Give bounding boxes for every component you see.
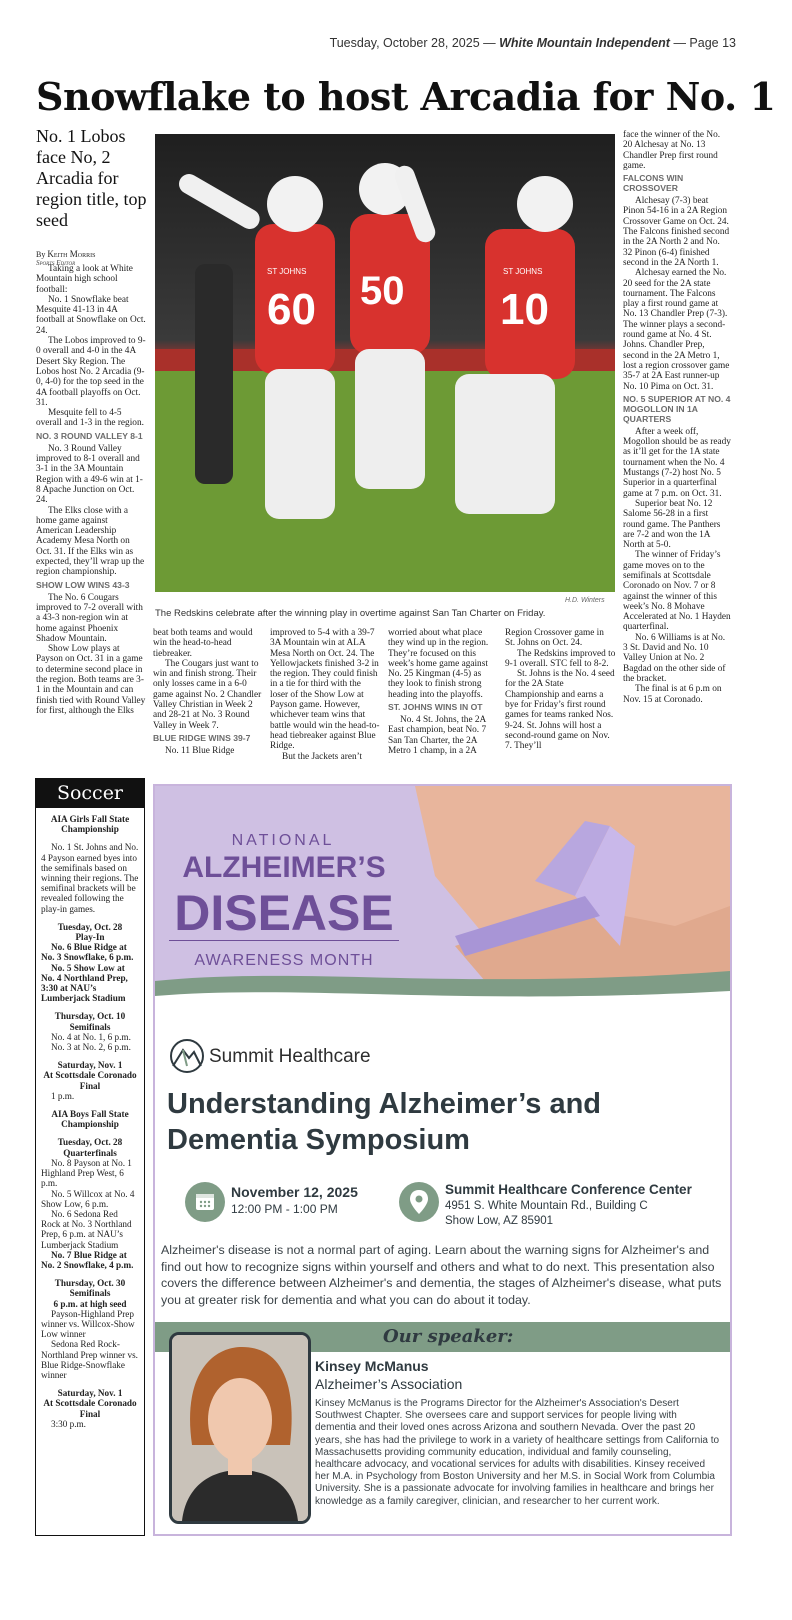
schedule-heading: At Scottsdale Coronado: [43, 1398, 137, 1409]
jersey-school: ST JOHNS: [267, 267, 307, 276]
schedule-heading: Play-In: [75, 932, 105, 943]
schedule-heading: Final: [79, 1080, 101, 1091]
ad-address-line-2: Show Low, AZ 85901: [445, 1215, 554, 1227]
article-subhead: FALCONS WIN CROSSOVER: [623, 173, 684, 194]
schedule-heading: Semifinals: [69, 1021, 111, 1032]
schedule-heading: 6 p.m. at high seed: [53, 1298, 127, 1309]
article-paragraph: The Cougars just want to win and finish strong. Their only losses came in a 6-0 game against No. 2 Chandler Valley Christian in Week 2 and 28-21 at No. 3 Round Valley in Week 7.: [153, 658, 262, 731]
football-photo: [155, 134, 615, 592]
article-subhead: BLUE RIDGE WINS 39-7: [153, 732, 251, 743]
header-separator: —: [673, 36, 686, 50]
article-column-5: [505, 628, 616, 752]
article-paragraph: The winner of Friday’s game moves on to the semifinals at Scottsdale Coronado on Nov. 7 or 8 against the winner of this week’s No. 8 Mohave Accelerated at No. 1 Hayden quarterfinal.: [623, 550, 731, 633]
story-headline: Snowflake to host Arcadia for No. 1: [36, 74, 776, 119]
header-separator: —: [483, 36, 496, 50]
ad-event-title: Understanding Alzheimer’s and Dementia Symposium: [167, 1088, 601, 1156]
schedule-heading: AIA Girls Fall State Championship: [50, 814, 130, 835]
schedule-heading: AIA Boys Fall State Championship: [51, 1109, 129, 1130]
ad-brand-name: Summit Healthcare: [209, 1046, 371, 1067]
article-paragraph: face the winner of the No. 20 Alchesay at No. 13 Chandler Prep first round game.: [623, 130, 721, 171]
schedule-item: No. 1 St. Johns and No. 4 Payson earned byes into the semifinals based on winning their regions. The semifinal brackets will be revealed following the play-in games.: [41, 842, 139, 914]
article-paragraph: No. 6 Williams is at No. 3 St. David and No. 10 Valley Union at No. 2 Bagdad on the other side of the bracket.: [623, 632, 726, 684]
schedule-item: No. 6 Sedona Red Rock at No. 3 Northland Prep, 6 p.m. at NAU’s Lumberjack Stadium: [41, 1208, 132, 1250]
ad-event-date: November 12, 2025: [231, 1184, 358, 1200]
ad-national: NATIONAL: [231, 832, 335, 849]
spacer: [41, 914, 139, 922]
article-subhead: ST. JOHNS WINS IN OT: [388, 702, 483, 713]
article-column-3: [270, 628, 381, 762]
schedule-item: No. 6 Blue Ridge at No. 3 Snowflake, 6 p.m.: [41, 942, 134, 963]
spacer: [41, 1270, 139, 1278]
schedule-heading: Saturday, Nov. 1: [57, 1388, 123, 1399]
article-column-4: [388, 628, 499, 756]
spacer: [41, 1380, 139, 1388]
jersey-number: 50: [360, 269, 405, 313]
jersey-number: 60: [267, 285, 316, 334]
jersey-number: 10: [500, 285, 549, 334]
article-paragraph: Alchesay (7-3) beat Pinon 54-16 in a 2A Region Crossover Game on Oct. 24. The Falcons finished second in the 2A North 2 and No. 32 Pinon (6-4) finished second in the 2A North 1.: [623, 196, 730, 268]
newspaper-name: White Mountain Independent: [499, 36, 670, 50]
ad-description: Alzheimer's disease is not a normal part of aging. Learn about the warning signs for Alzheimer's and find out how to recognize signs within yourself and others and what to do next. This presentation also covers the difference between Alzheimer's and dementia, the stages of Alzheimer's disease, what puts you at greater risk for dementia and what you can do about it today.: [161, 1243, 722, 1307]
spacer: [41, 1101, 139, 1109]
article-paragraph: The Lobos improved to 9-0 overall and 4-0 in the 4A Desert Sky Region. The Lobos host No. 2 Arcadia (9-0, 4-0) for the top seed in the 4A football playoffs on Oct. 31.: [36, 336, 146, 408]
schedule-heading: Thursday, Oct. 10: [54, 1011, 126, 1022]
soccer-schedule-box: [35, 808, 145, 1536]
speaker-portrait: [169, 1332, 311, 1524]
photo-credit: H.D. Winters: [565, 597, 605, 604]
article-paragraph: Region Crossover game in St. Johns on Oct. 24.: [505, 628, 604, 649]
article-paragraph: No. 1 Snowflake beat Mesquite 41-13 in 4A football at Snowflake on Oct. 24.: [36, 294, 146, 336]
article-subhead: NO. 5 SUPERIOR AT NO. 4 MOGOLLON IN 1A QUARTERS: [623, 393, 731, 424]
schedule-heading: Saturday, Nov. 1: [57, 1060, 123, 1071]
article-paragraph: improved to 5-4 with a 39-7 3A Mountain win at ALA Mesa North on Oct. 24. The Yellowjackets finished 3-2 in the region. They could finish in a tie for third with the loser of the Show Low at Payson game. However, whichever team wins that battle would win the head-to-head tiebreaker against Blue Ridge.: [270, 628, 380, 752]
ad-alzheimers: ALZHEIMER’S: [182, 851, 386, 884]
article-column-2: [153, 628, 263, 756]
article-paragraph: Superior beat No. 12 Salome 56-28 in a first round game. The Panthers are 7-2 and won the 1A North at 5-0.: [623, 498, 721, 551]
ad-banner: [155, 786, 730, 1006]
schedule-heading: Tuesday, Oct. 28: [57, 1137, 123, 1148]
article-paragraph: Mesquite fell to 4-5 overall and 1-3 in the region.: [36, 408, 144, 429]
byline-by: By: [36, 250, 46, 259]
schedule-item: No. 5 Show Low at No. 4 Northland Prep, 3:30 at NAU’s Lumberjack Stadium: [41, 962, 128, 1004]
article-column-1: [36, 264, 146, 716]
byline-name: Keith Morris: [47, 249, 96, 259]
speaker-photo: [172, 1335, 308, 1521]
schedule-item: Sedona Red Rock-Northland Prep winner vs. Blue Ridge-Snowflake winner: [41, 1339, 138, 1380]
calendar-icon: [185, 1182, 225, 1222]
ad-address-line-1: 4951 S. White Mountain Rd., Building C: [445, 1200, 648, 1212]
article-paragraph: The Redskins improved to 9-1 overall. STC fell to 8-2.: [505, 648, 616, 669]
ad-awareness-month: AWARENESS MONTH: [194, 952, 374, 969]
spacer: [41, 1003, 139, 1011]
article-paragraph: beat both teams and would win the head-to-head tiebreaker.: [153, 628, 253, 659]
alzheimers-advertisement: [153, 784, 732, 1536]
summit-logo-icon: [167, 1038, 207, 1074]
speaker-label: Our speaker:: [383, 1326, 514, 1347]
article-paragraph: The final is at 6 p.m on Nov. 15 at Coronado.: [623, 684, 722, 705]
article-paragraph: No. 3 Round Valley improved to 8-1 overall and 3-1 in the 3A Mountain Region with a 49-6 win at 1-8 Apache Junction on Oct. 24.: [36, 443, 143, 506]
spacer: [41, 1052, 139, 1060]
article-paragraph: Alchesay earned the No. 20 seed for the 2A state tournament. The Falcons play a first round game at No. 13 Chandler Prep (7-3). The winner plays a second-round game at No. 4 St. Johns. Chandler Prep, second in the 2A Metro 1, lost a region crossover game 35-7 at 2A East runner-up No. 10 Pima on Oct. 31.: [623, 268, 730, 392]
article-paragraph: Taking a look at White Mountain high school football:: [36, 264, 133, 295]
spacer: [41, 834, 139, 842]
article-subhead: NO. 3 ROUND VALLEY 8-1: [36, 430, 143, 441]
article-paragraph: The No. 6 Cougars improved to 7-2 overall with a 43-3 non-region win at home against Phoenix Shadow Mountain.: [36, 592, 143, 644]
speaker-name: Kinsey McManus: [315, 1358, 429, 1374]
story-deck: No. 1 Lobos face No, 2 Arcadia for region title, top seed: [36, 126, 147, 230]
speaker-organization: Alzheimer’s Association: [315, 1376, 463, 1392]
schedule-heading: Thursday, Oct. 30: [54, 1278, 126, 1289]
ad-venue: Summit Healthcare Conference Center: [445, 1182, 692, 1197]
article-paragraph: No. 4 St. Johns, the 2A East champion, beat No. 7 San Tan Charter, the 2A Metro 1 champ, in a 2A: [388, 715, 487, 756]
speaker-bio: Kinsey McManus is the Programs Director for the Alzheimer's Association's Desert Southwest Chapter. She oversees care and support services for people living with dementia and their loved ones across Arizona and southern Nevada. Over the past 20 years, she has had the privilege to work in a variety of healthcare settings from California to Massachusetts providing community education, individual and family counseling, healthcare advocacy, and vocational services for adults with disabilities. Kinsey received her M.A. in Psychology from Boston University and her M.S. in Social Work from Columbia University. She is a passionate advocate for involving families in healthcare and brings her knowledge as a family caregiver, clinician, and researcher to her current work.: [315, 1398, 720, 1507]
football-celebration-image: [155, 134, 615, 592]
jersey-school: ST JOHNS: [503, 267, 543, 276]
schedule-heading: Semifinals: [69, 1288, 111, 1299]
article-paragraph: Show Low plays at Payson on Oct. 31 in a game to determine second place in the region. Both teams are 3-1 in the Mountain and can finish tied with Round Valley for first, although the Elks: [36, 644, 146, 716]
article-subhead: SHOW LOW WINS 43-3: [36, 579, 130, 590]
schedule-item: No. 7 Blue Ridge at No. 2 Snowflake, 4 p.m.: [41, 1249, 134, 1270]
page-number: Page 13: [689, 36, 736, 50]
photo-caption: The Redskins celebrate after the winning play in overtime against San Tan Charter on Friday.: [155, 608, 546, 619]
schedule-item: 1 p.m.: [51, 1090, 75, 1101]
article-paragraph: worried about what place they wind up in the region. They’re focused on this week’s home game against No. 25 Kingman (4-5) as they look to finish strong heading into the playoffs.: [388, 628, 489, 700]
spacer: [41, 1129, 139, 1137]
schedule-item: No. 5 Willcox at No. 4 Show Low, 6 p.m.: [41, 1188, 135, 1209]
schedule-item: No. 3 at No. 2, 6 p.m.: [51, 1042, 131, 1053]
byline-title: Sports Editor: [36, 259, 76, 267]
article-paragraph: After a week off, Mogollon should be as ready as it’ll get for the 1A state tournament when the No. 4 Mustangs (7-2) host No. 5 Superior in a quarterfinal game at 7 p.m. on Oct. 31.: [623, 426, 731, 499]
schedule-heading: Final: [79, 1408, 101, 1419]
schedule-heading: Tuesday, Oct. 28: [57, 921, 123, 932]
article-paragraph: But the Jackets aren’t: [282, 751, 363, 762]
ad-disease: DISEASE: [169, 886, 399, 941]
ad-event-time: 12:00 PM - 1:00 PM: [231, 1202, 338, 1216]
soccer-box-title: Soccer: [35, 778, 145, 808]
schedule-item: Payson-Highland Prep winner vs. Willcox-Show Low winner: [41, 1308, 135, 1340]
page-header: [330, 36, 736, 50]
article-column-6: [623, 130, 731, 705]
schedule-item: 3:30 p.m.: [51, 1418, 86, 1429]
schedule-item: No. 8 Payson at No. 1 Highland Prep West, 6 p.m.: [41, 1157, 132, 1189]
location-pin-icon: [399, 1182, 439, 1222]
article-paragraph: The Elks close with a home game against American Leadership Academy Mesa North on Oct. 31. If the Elks win as expected, they’ll wrap up the region championship.: [36, 505, 145, 578]
schedule-heading: At Scottsdale Coronado: [43, 1070, 137, 1081]
issue-date: Tuesday, October 28, 2025: [329, 36, 480, 50]
schedule-item: No. 4 at No. 1, 6 p.m.: [51, 1031, 131, 1042]
article-paragraph: St. Johns is the No. 4 seed for the 2A State Championship and earns a bye for Friday’s first round games for teams ranked Nos. 9-24. St. Johns will host a second-round game on Nov. 7. They’ll: [505, 669, 615, 752]
schedule-heading: Quarterfinals: [63, 1147, 117, 1158]
article-paragraph: No. 11 Blue Ridge: [165, 745, 235, 756]
